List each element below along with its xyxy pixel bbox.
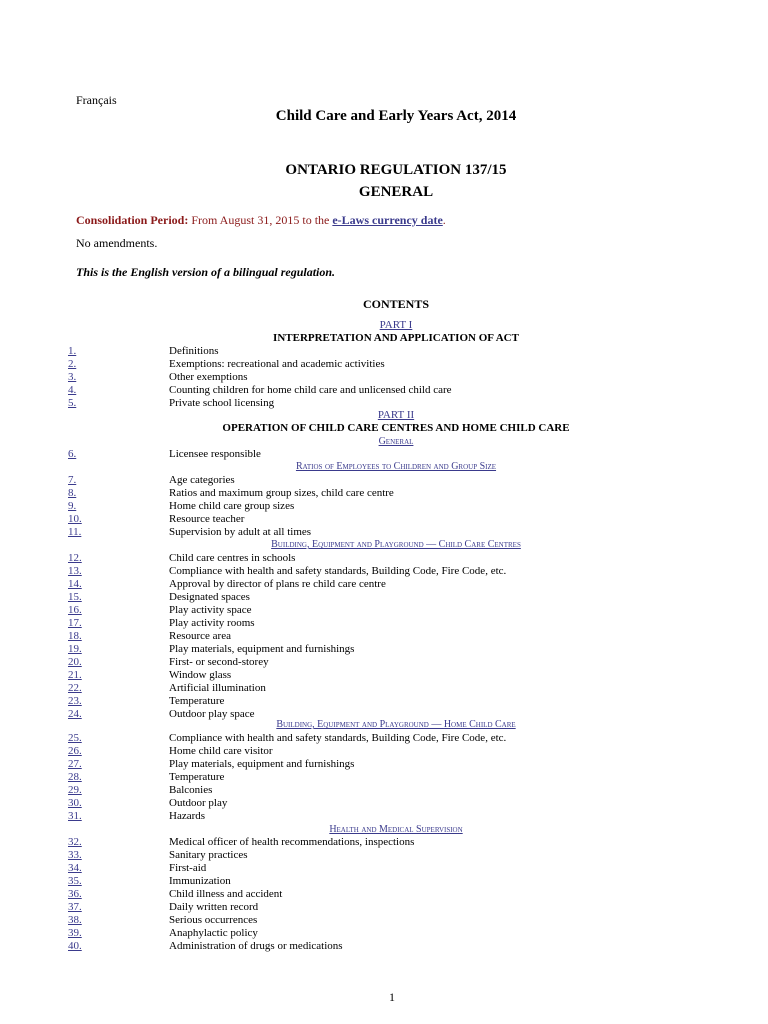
no-amendments: No amendments.	[76, 236, 158, 250]
section-title: Play materials, equipment and furnishings	[169, 758, 355, 770]
section-title: Sanitary practices	[169, 849, 248, 861]
section-title: Designated spaces	[169, 591, 250, 603]
part-1-title: INTERPRETATION AND APPLICATION OF ACT	[273, 332, 519, 344]
section-number-link[interactable]: 32.	[68, 836, 82, 848]
section-number-link[interactable]: 2.	[68, 358, 77, 370]
section-number-link[interactable]: 34.	[68, 862, 82, 874]
section-number-link[interactable]: 36.	[68, 888, 82, 900]
section-number-link[interactable]: 10.	[68, 513, 82, 525]
section-number-link[interactable]: 40.	[68, 940, 82, 952]
heading-ratios-link[interactable]: Ratios of Employees to Children and Group Size	[295, 461, 497, 472]
section-number-link[interactable]: 15.	[68, 591, 82, 603]
section-number-link[interactable]: 37.	[68, 901, 82, 913]
section-title: Play activity rooms	[169, 617, 255, 629]
consolidation-label: Consolidation Period:	[76, 213, 189, 227]
section-title: Home child care group sizes	[169, 500, 295, 512]
heading-building-home-link[interactable]: Building, Equipment and Playground — Home Child Care	[276, 719, 516, 730]
section-number-link[interactable]: 6.	[68, 448, 77, 460]
section-number-link[interactable]: 23.	[68, 695, 82, 707]
section-title: First-aid	[169, 862, 207, 874]
section-number-link[interactable]: 1.	[68, 345, 77, 357]
heading-health-link[interactable]: Health and Medical Supervision	[329, 824, 463, 835]
section-number-link[interactable]: 13.	[68, 565, 82, 577]
section-number-link[interactable]: 25.	[68, 732, 82, 744]
section-title: Ratios and maximum group sizes, child care centre	[169, 487, 394, 499]
contents-heading: CONTENTS	[362, 297, 430, 311]
section-title: Medical officer of health recommendations, inspections	[169, 836, 415, 848]
section-title: Resource area	[169, 630, 231, 642]
section-number-link[interactable]: 29.	[68, 784, 82, 796]
section-number-link[interactable]: 38.	[68, 914, 82, 926]
section-number-link[interactable]: 21.	[68, 669, 82, 681]
part-2-title: OPERATION OF CHILD CARE CENTRES AND HOME CHILD CARE	[222, 422, 570, 434]
section-title: Compliance with health and safety standards, Building Code, Fire Code, etc.	[169, 565, 507, 577]
section-title: Exemptions: recreational and academic activities	[169, 358, 385, 370]
section-title: Private school licensing	[169, 397, 275, 409]
section-title: Definitions	[169, 345, 219, 357]
section-number-link[interactable]: 26.	[68, 745, 82, 757]
section-number-link[interactable]: 19.	[68, 643, 82, 655]
consolidation-period-end: .	[442, 213, 446, 227]
regulation-title: ONTARIO REGULATION 137/15	[285, 162, 507, 178]
section-title: Balconies	[169, 784, 213, 796]
section-title: Child illness and accident	[169, 888, 283, 900]
section-number-link[interactable]: 28.	[68, 771, 82, 783]
section-number-link[interactable]: 17.	[68, 617, 82, 629]
section-number-link[interactable]: 11.	[68, 526, 82, 538]
act-title: Child Care and Early Years Act, 2014	[275, 108, 517, 124]
section-title: Anaphylactic policy	[169, 927, 258, 939]
section-title: Child care centres in schools	[169, 552, 296, 564]
section-number-link[interactable]: 20.	[68, 656, 82, 668]
section-title: Temperature	[169, 695, 225, 707]
section-title: Immunization	[169, 875, 231, 887]
part-2-link[interactable]: PART II	[377, 409, 415, 421]
section-number-link[interactable]: 16.	[68, 604, 82, 616]
section-title: Play activity space	[169, 604, 252, 616]
section-title: Serious occurrences	[169, 914, 258, 926]
section-number-link[interactable]: 33.	[68, 849, 82, 861]
section-title: Supervision by adult at all times	[169, 526, 312, 538]
section-number-link[interactable]: 12.	[68, 552, 82, 564]
consolidation-text: From August 31, 2015 to the	[191, 213, 330, 227]
consolidation-period	[76, 213, 446, 228]
section-number-link[interactable]: 27.	[68, 758, 82, 770]
section-title: Counting children for home child care and unlicensed child care	[169, 384, 452, 396]
section-title: Outdoor play	[169, 797, 228, 809]
heading-general-link[interactable]: General	[378, 436, 414, 447]
elaws-currency-link[interactable]: e-Laws currency date	[332, 213, 443, 227]
section-number-link[interactable]: 35.	[68, 875, 82, 887]
section-number-link[interactable]: 30.	[68, 797, 82, 809]
section-number-link[interactable]: 3.	[68, 371, 77, 383]
section-title: Compliance with health and safety standards, Building Code, Fire Code, etc.	[169, 732, 507, 744]
section-title: Other exemptions	[169, 371, 248, 383]
section-number-link[interactable]: 31.	[68, 810, 82, 822]
part-1-link[interactable]: PART I	[379, 319, 413, 331]
section-number-link[interactable]: 18.	[68, 630, 82, 642]
section-number-link[interactable]: 14.	[68, 578, 82, 590]
heading-building-centres-link[interactable]: Building, Equipment and Playground — Child Care Centres	[271, 539, 521, 550]
section-number-link[interactable]: 24.	[68, 708, 82, 720]
section-number-link[interactable]: 22.	[68, 682, 82, 694]
section-title: Home child care visitor	[169, 745, 273, 757]
section-number-link[interactable]: 7.	[68, 474, 77, 486]
section-number-link[interactable]: 4.	[68, 384, 77, 396]
francais-link[interactable]: Français	[76, 93, 117, 107]
section-title: Play materials, equipment and furnishings	[169, 643, 355, 655]
section-title: Outdoor play space	[169, 708, 255, 720]
section-number-link[interactable]: 8.	[68, 487, 77, 499]
section-number-link[interactable]: 39.	[68, 927, 82, 939]
section-title: Administration of drugs or medications	[169, 940, 343, 952]
section-title: Resource teacher	[169, 513, 245, 525]
section-title: Daily written record	[169, 901, 259, 913]
section-title: Approval by director of plans re child care centre	[169, 578, 386, 590]
regulation-subtitle: GENERAL	[358, 184, 434, 200]
section-title: First- or second-storey	[169, 656, 269, 668]
section-number-link[interactable]: 5.	[68, 397, 77, 409]
section-title: Licensee responsible	[169, 448, 261, 460]
section-title: Age categories	[169, 474, 235, 486]
section-title: Artificial illumination	[169, 682, 266, 694]
section-title: Hazards	[169, 810, 206, 822]
english-version-note: This is the English version of a bilingual regulation.	[76, 265, 336, 279]
section-number-link[interactable]: 9.	[68, 500, 77, 512]
page-number: 1	[389, 990, 395, 1004]
section-title: Window glass	[169, 669, 232, 681]
section-title: Temperature	[169, 771, 225, 783]
